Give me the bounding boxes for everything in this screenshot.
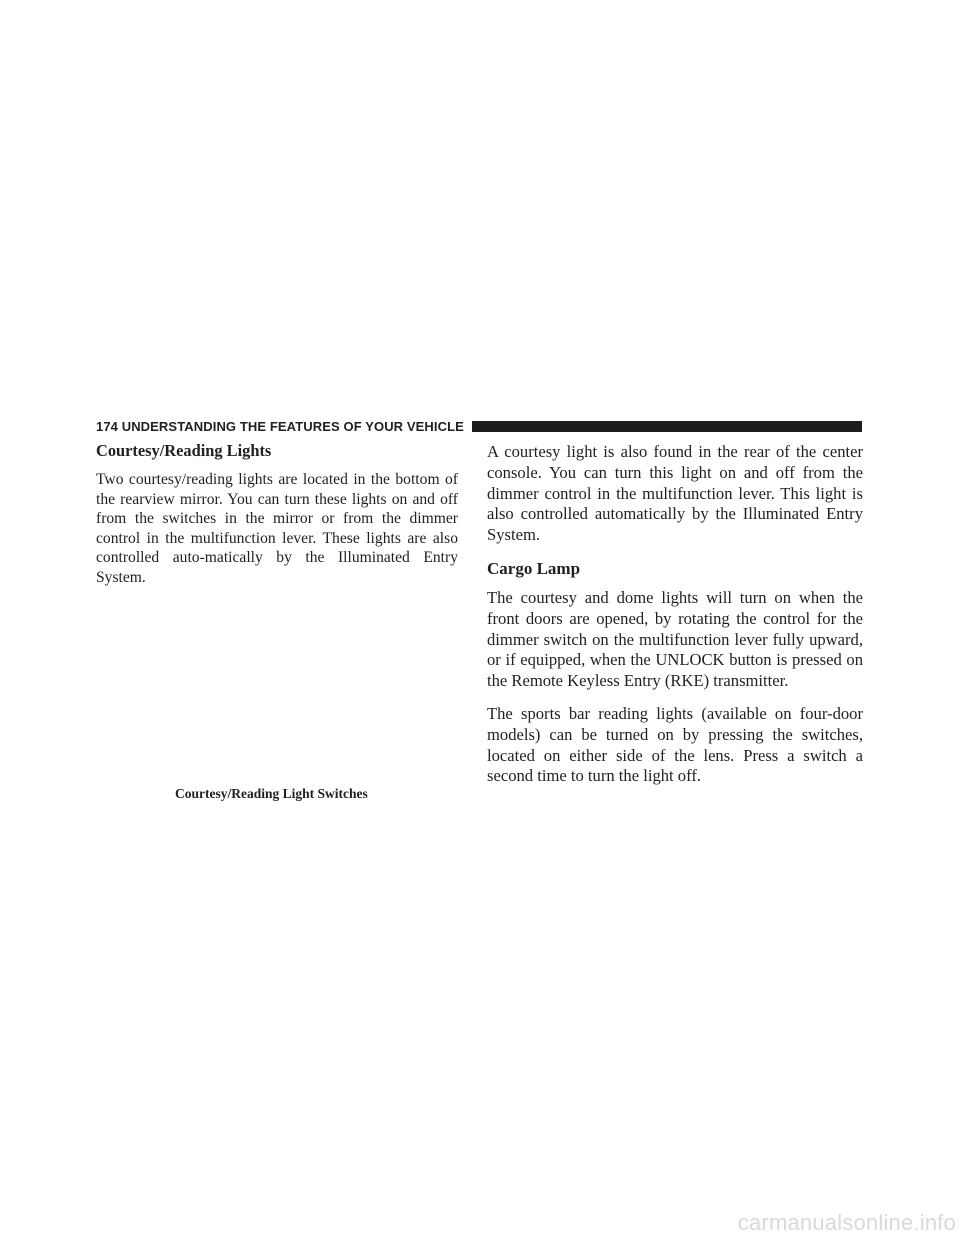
page-header-text: 174 UNDERSTANDING THE FEATURES OF YOUR VEHICLE: [96, 417, 472, 437]
section-heading-cargo-lamp: Cargo Lamp: [487, 558, 581, 578]
right-column: [487, 442, 863, 799]
paragraph-courtesy-reading-lights: Two courtesy/reading lights are located in the bottom of the rearview mirror. You can turn these lights on and off from the switches in the mirror or from the dimmer control in the multifunction lever. These lights are also controlled auto-matically by the Illuminated Entry System.: [96, 471, 458, 586]
paragraph-center-console-light: A courtesy light is also found in the rear of the center console. You can turn this light on and off from the dimmer control in the multifunction lever. This light is also controlled automatically by the Illuminated Entry System.: [487, 442, 863, 545]
left-column: [96, 440, 458, 600]
page-header: [96, 417, 862, 437]
paragraph-sports-bar-lights: The sports bar reading lights (available on four-door models) can be turned on by pressing the switches, located on either side of the lens. Press a switch a second time to turn the light off.: [487, 703, 863, 786]
paragraph-cargo-lamp: The courtesy and dome lights will turn on when the front doors are opened, by rotating the control for the dimmer switch on the multifunction lever fully upward, or if equipped, when the UNLOCK button is pressed on the Remote Keyless Entry (RKE) transmitter.: [487, 587, 863, 691]
figure-caption: Courtesy/Reading Light Switches: [175, 786, 368, 801]
watermark: carmanualsonline.info: [737, 1210, 956, 1235]
section-heading-courtesy-reading-lights: Courtesy/Reading Lights: [96, 441, 272, 460]
